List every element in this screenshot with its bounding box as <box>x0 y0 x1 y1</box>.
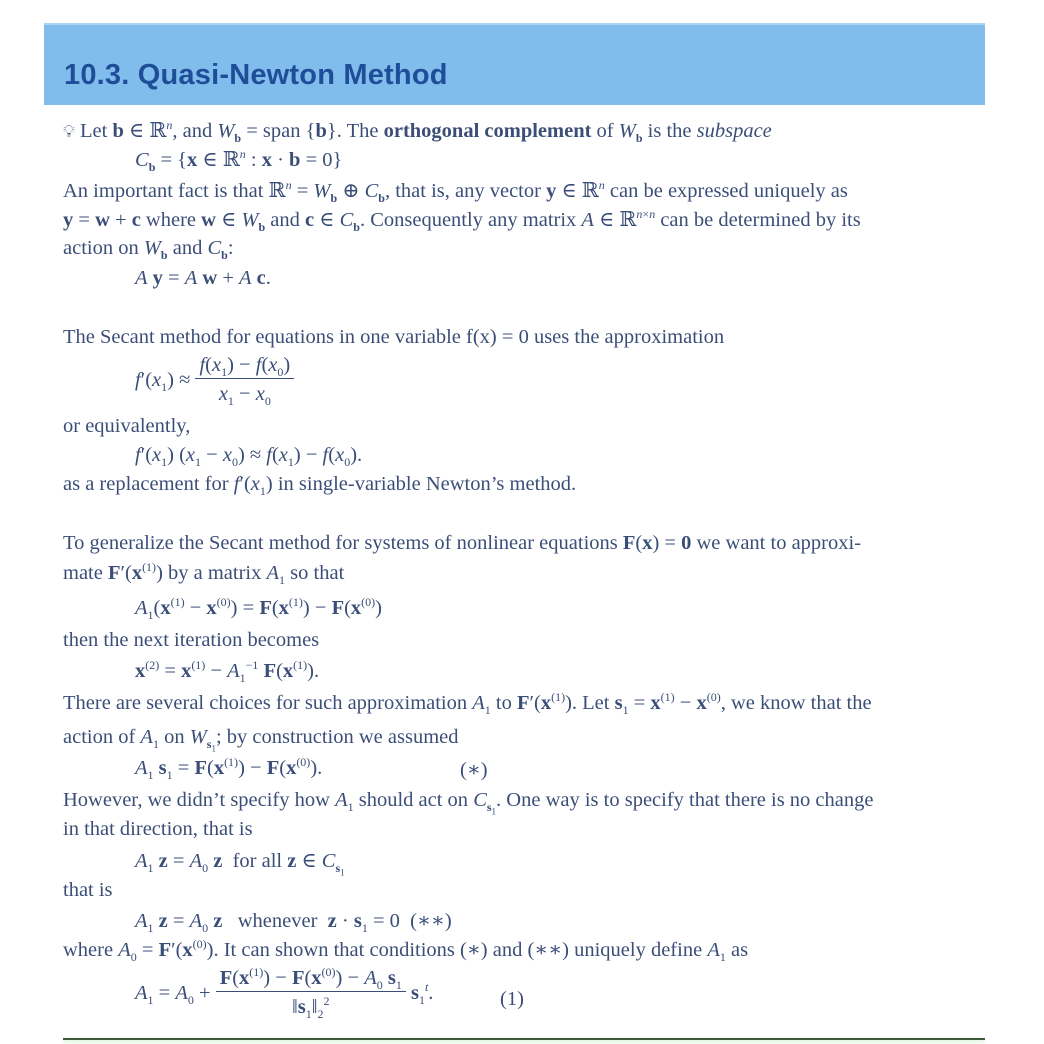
equation-x2: $x^{(2)} = x^{(1)} - A_1^{-1}$ $F(x^{(1)})$. <box>135 658 320 686</box>
paragraph-that-is: that is <box>63 879 113 901</box>
paragraph-choices-line2: action of $A_1$ on $W_{s_1}$; by construction we assumed <box>63 726 459 754</box>
equation-whenever: $A_1$ $z = A_0$ z whenever $z \cdot s_1 = 0$ (∗∗) <box>135 910 452 936</box>
equation-number: (1) <box>500 988 524 1010</box>
paragraph-replacement: as a replacement for $f'(x_1)$ in single-variable Newton’s method. <box>63 473 577 499</box>
equation-whenever-label: (∗∗) <box>410 910 452 932</box>
equation-Cb: $C_b = \{x$ ∈ ℝ$^n$ : x · b = 0} <box>135 147 343 175</box>
paragraph-generalize-line1: To generalize the Secant method for systems of nonlinear equations F(x) = 0 we want to approxi- <box>63 532 862 554</box>
section-title: 10.3. Quasi-Newton Method <box>64 59 448 91</box>
lightbulb-icon: 💡︎ <box>63 122 75 142</box>
equation-Ay: A y = A w + A c. <box>135 267 271 289</box>
bottom-rule-divider <box>63 1038 985 1040</box>
equation-secant-product: $f'(x_1) (x_1 - x_0) \approx f(x_1) - f(x_0)$. <box>135 444 363 470</box>
equation-forall: $A_1$ $z = A_0$ z for all z ∈ $C_{s_1}$ <box>135 850 345 878</box>
equation-final-update: $A_1 = A_0$ + $\frac{F(x^{(1)}) - F(x^{(0)}) - A_0 s_1}{‖s_1‖_2^2}$ $s_1^t$. <box>135 965 434 1022</box>
paragraph-however-line1: However, we didn’t specify how $A_1$ should act on $C_{s_1}$. One way is to specify that there is no change <box>63 789 874 817</box>
section-header <box>44 23 985 105</box>
paragraph-fact-line2: y = w + c where w ∈ $W_b$ and c ∈ $C_b$. Consequently any matrix A ∈ ℝ$^{n\times n}$ can be determined by its <box>63 207 861 235</box>
paragraph-choices-line1: There are several choices for such approximation $A_1$ to $F'(x^{(1)})$. Let $s_1 = x^{(1)} - x^{(0)}$, we know that the <box>63 690 872 718</box>
fraction: $\frac{F(x^{(1)}) - F(x^{(0)}) - A_0 s_1}{‖s_1‖_2^2}$ <box>216 965 406 1022</box>
paragraph-generalize-line2: mate $F'(x^{(1)})$ by a matrix $A_1$ so that <box>63 560 345 588</box>
equation-secant-fraction: $f'(x_1)$ ≈ $\frac{f(x_1) - f(x_0)}{x_1 - x_0}$ <box>135 352 294 409</box>
equation-star: $A_1$ $s_1 = F(x^{(1)}) - F(x^{(0)})$. <box>135 755 323 783</box>
tip-paragraph-intro: 💡︎ Let b ∈ ℝ$^n$, and $W_b$ = span {b}. The orthogonal complement of $W_b$ is the subspace <box>63 118 772 146</box>
fraction: $\frac{f(x_1) - f(x_0)}{x_1 - x_0}$ <box>195 352 294 409</box>
paragraph-fact-line1: An important fact is that ℝ$^n$ = $W_b$ ⊕ $C_b$, that is, any vector y ∈ ℝ$^n$ can be expressed uniquely as <box>63 178 848 206</box>
paragraph-equivalently: or equivalently, <box>63 415 191 437</box>
equation-A1-secant: $A_1(x^{(1)} - x^{(0)}) = F(x^{(1)}) - F(x^{(0)})$ <box>135 595 382 623</box>
paragraph-however-line2: in that direction, that is <box>63 818 253 840</box>
equation-star-label: (∗) <box>460 759 488 781</box>
paragraph-fact-line3: action on $W_b$ and $C_b$: <box>63 237 234 263</box>
paragraph-secant-intro: The Secant method for equations in one variable f(x) = 0 uses the approximation <box>63 326 725 348</box>
paragraph-where-A0: where $A_0 = F'(x^{(0)})$. It can shown that conditions (∗) and (∗∗) uniquely define $A_1$ as <box>63 937 749 965</box>
paragraph-next-iteration: then the next iteration becomes <box>63 629 320 651</box>
